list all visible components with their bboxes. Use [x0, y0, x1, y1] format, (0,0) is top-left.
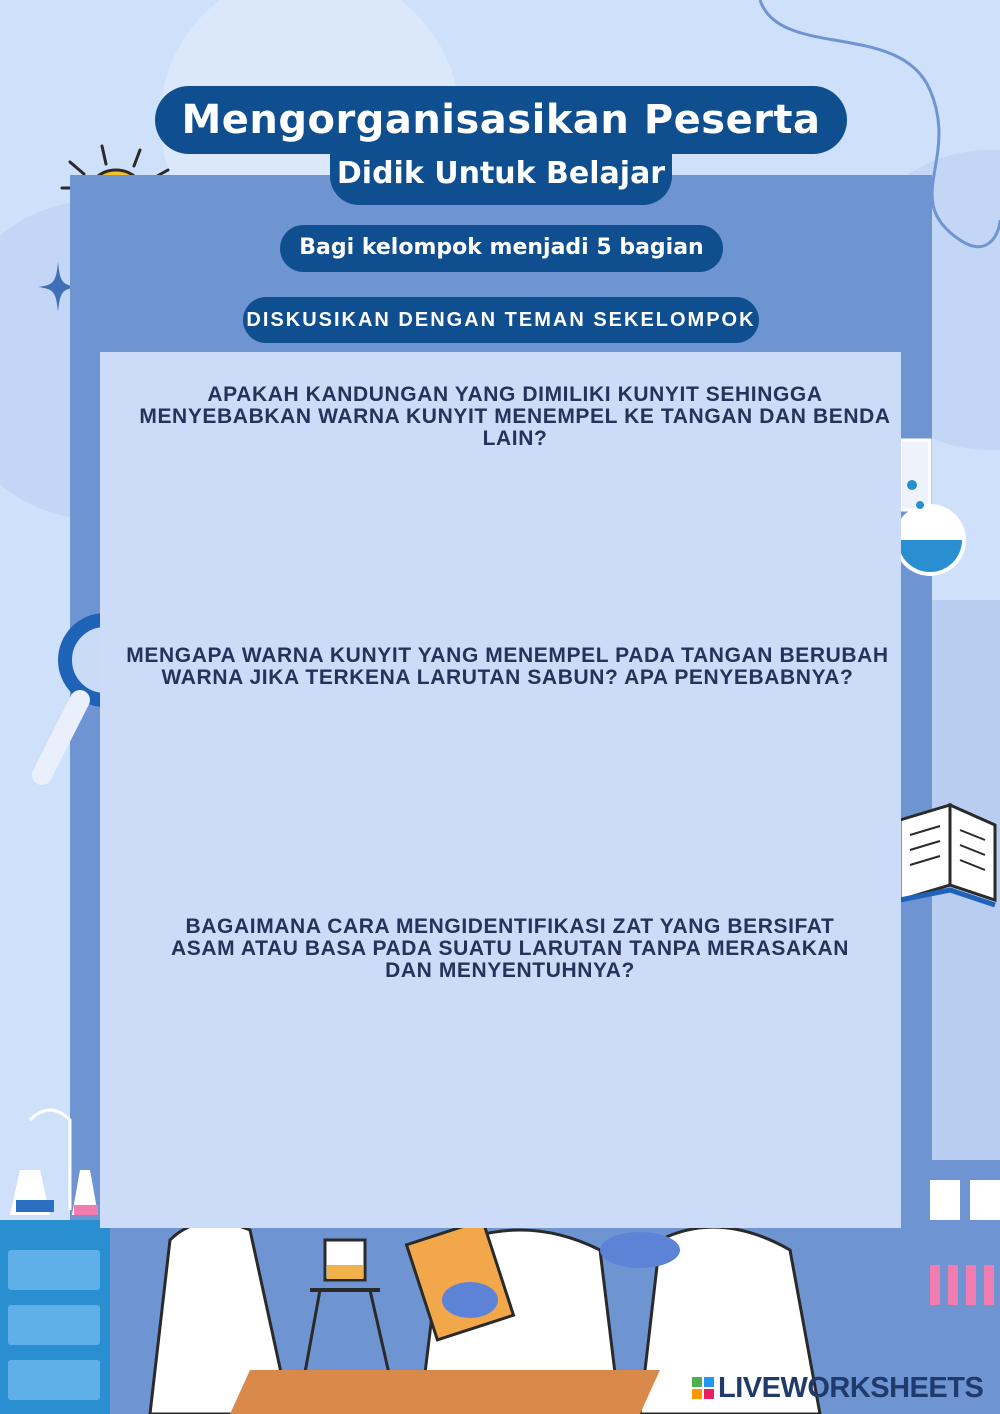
- brand-name: LIVEWORKSHEETS: [718, 1371, 984, 1404]
- discussion-instruction: DISKUSIKAN DENGAN TEMAN SEKELOMPOK: [243, 297, 759, 343]
- brand-watermark: [692, 1370, 983, 1406]
- book-icon: [895, 800, 1000, 910]
- questions-panel: [100, 352, 901, 1228]
- page-subtitle: Didik Untuk Belajar: [330, 147, 672, 205]
- group-instruction: Bagi kelompok menjadi 5 bagian: [280, 225, 723, 272]
- question-2: MENGAPA WARNA KUNYIT YANG MENEMPEL PADA TANGAN BERUBAH WARNA JIKA TERKENA LARUTAN SABUN? APA PENYEBABNYA?: [126, 644, 889, 689]
- flask-icon: [890, 430, 970, 590]
- question-1: APAKAH KANDUNGAN YANG DIMILIKI KUNYIT SEHINGGA MENYEBABKAN WARNA KUNYIT MENEMPEL KE TANGAN DAN BENDA LAIN?: [139, 383, 891, 450]
- brand-logo-icon: [692, 1377, 714, 1399]
- magnifier-icon: [30, 600, 110, 800]
- question-3: BAGAIMANA CARA MENGIDENTIFIKASI ZAT YANG BERSIFAT ASAM ATAU BASA PADA SUATU LARUTAN TANPA MERASAKAN DAN MENYENTUHNYA?: [170, 915, 850, 982]
- page-title: Mengorganisasikan Peserta: [155, 86, 847, 154]
